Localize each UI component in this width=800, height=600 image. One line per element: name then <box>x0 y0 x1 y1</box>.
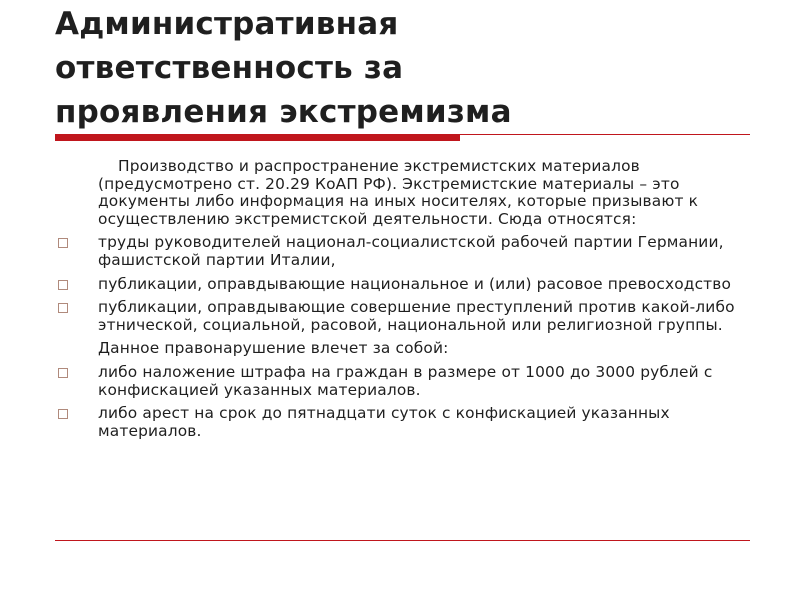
title-underline-thick <box>55 135 460 141</box>
footer-divider <box>55 540 750 541</box>
hollow-square-bullet-icon <box>58 238 68 248</box>
list-item-text: публикации, оправдывающие совершение преступлений против какой-либо этнической, социальной, расовой, национальной или религиозной группы. <box>98 298 735 334</box>
intro-text: Производство и распространение экстремистских материалов (предусмотрено ст. 20.29 КоАП РФ). Экстремистские материалы – это документы либо информация на иных носителях, которые призывают к осуществлению экстремистской деятельности. Сюда относятся: <box>98 157 699 228</box>
list-item <box>58 299 748 334</box>
slide-body <box>58 158 748 440</box>
list-item-text: публикации, оправдывающие национальное и (или) расовое превосходство <box>98 274 732 293</box>
intro-paragraph <box>58 158 748 228</box>
list-item <box>58 234 748 269</box>
hollow-square-bullet-icon <box>58 409 68 419</box>
list-item-text: либо наложение штрафа на граждан в размере от 1000 до 3000 рублей с конфискацией указанных материалов. <box>98 362 713 399</box>
list-item <box>58 364 748 399</box>
list-item <box>58 276 748 294</box>
penalty-intro-text: Данное правонарушение влечет за собой: <box>98 339 449 358</box>
list-item <box>58 405 748 440</box>
hollow-square-bullet-icon <box>58 368 68 378</box>
list-item-text: труды руководителей национал-социалистской рабочей партии Германии, фашистской партии Италии, <box>98 233 724 269</box>
slide-title: Административная ответственность за проявления экстремизма <box>55 6 512 130</box>
hollow-square-bullet-icon <box>58 280 68 290</box>
hollow-square-bullet-icon <box>58 303 68 313</box>
list-item-text: либо арест на срок до пятнадцати суток с конфискацией указанных материалов. <box>98 404 670 440</box>
penalty-intro-paragraph <box>58 340 748 358</box>
